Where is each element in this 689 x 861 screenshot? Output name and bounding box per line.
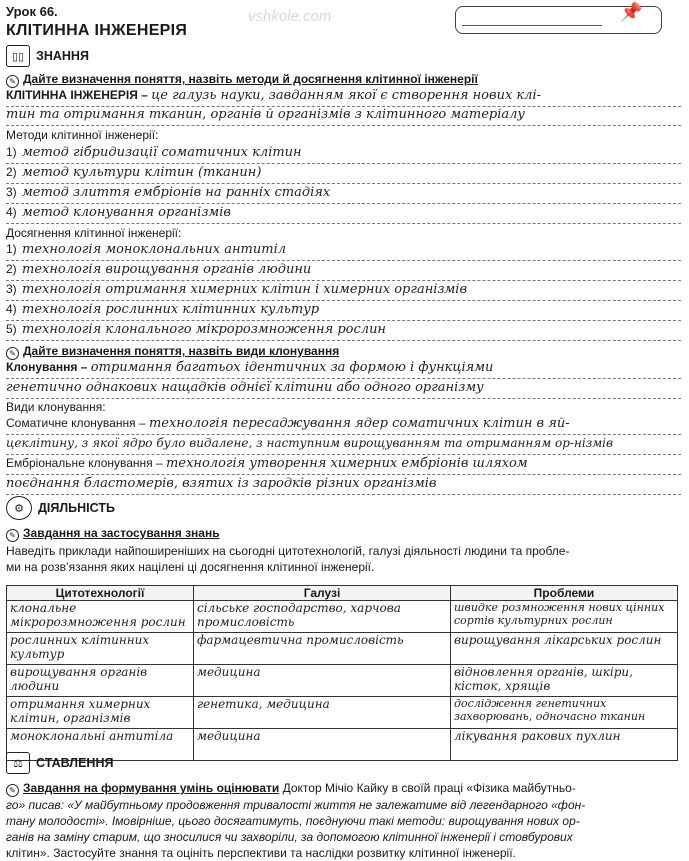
method-text: метод злиття ембріонів на ранніх стадіях [22, 185, 331, 200]
cloning-text-2: генетично однакових нащадків однієї клітини або одного організму [6, 380, 484, 395]
table-row [7, 633, 678, 665]
somatic-term: Соматичне клонування – [6, 416, 146, 430]
evaluation-line-4: ганів на заміну старим, що зносилися чи захворіли, за допомогою клітинної інженерії і стовбурових [6, 830, 573, 844]
achievement-item [6, 322, 681, 341]
methods-label: Методи клітинної інженерії: [6, 128, 159, 142]
achievement-text: технологія отримання химерних клітин і химерних організмів [22, 282, 468, 297]
table-header-row [7, 586, 678, 601]
task-marker-icon: ✎ [6, 347, 19, 360]
page-title: КЛІТИННА ІНЖЕНЕРІЯ [6, 22, 188, 39]
watermark: vshkole.com [248, 8, 332, 25]
table-row [7, 601, 678, 633]
achievement-item [6, 282, 681, 301]
intro-line-1: Наведіть приклади найпоширеніших на сьогодні цитотехнологій, галузі діяльності людини та пробле- [6, 544, 570, 558]
name-field-line [462, 25, 602, 26]
table-cell: дослідження генетичних захворювань, одночасно тканин [451, 697, 678, 729]
table-cell: моноклональні антитіла [7, 729, 194, 761]
evaluation-text: Доктор Мічіо Кайку в своїй праці «Фізика майбутньо- [279, 781, 576, 795]
somatic-text-2: цеклітину, з якої ядро було видалене, з наступним вирощуванням та отриманням ор-нізмів [6, 436, 614, 450]
task-title: Дайте визначення поняття, назвіть види клонування [23, 344, 340, 358]
embryo-term: Ембріональне клонування – [6, 456, 163, 470]
somatic-line-2 [6, 436, 681, 455]
cloning-text-1: отримання багатьох ідентичних за формою і функціями [90, 360, 494, 375]
method-item [6, 165, 681, 184]
achievement-item [6, 302, 681, 321]
section-label: СТАВЛЕННЯ [36, 756, 114, 770]
table-row [7, 665, 678, 697]
item-number: 3) [6, 282, 17, 296]
table-cell: відновлення органів, шкіри, кісток, хрящів [451, 665, 678, 697]
definition-line-2 [6, 107, 681, 126]
item-number: 4) [6, 302, 17, 316]
embryo-line-2 [6, 476, 681, 495]
item-number: 5) [6, 322, 17, 336]
method-item [6, 205, 681, 224]
item-number: 4) [6, 205, 17, 219]
table-cell: рослинних клітинних культур [7, 633, 194, 665]
section-label: ЗНАННЯ [36, 49, 89, 63]
scales-icon: ⚖ [6, 752, 30, 774]
column-header: Проблеми [451, 586, 678, 601]
cloning-term: Клонування – [6, 360, 88, 374]
item-number: 3) [6, 185, 17, 199]
task-marker-icon: ✎ [6, 529, 19, 542]
table-cell: швидке розмноження нових цінних сортів культурних рослин [451, 601, 678, 633]
book-icon: ▯▯ [6, 45, 30, 67]
achievement-text: технологія клонального мікророзмноження рослин [22, 322, 386, 337]
section-znannia [6, 45, 89, 67]
method-item [6, 145, 681, 164]
table-cell: медицина [194, 665, 451, 697]
achievement-text: технологія моноклональних антитіл [22, 242, 287, 257]
evaluation-task-text [6, 780, 684, 861]
item-number: 1) [6, 242, 17, 256]
section-stavlennia [6, 752, 113, 774]
method-text: метод гібридизації соматичних клітин [22, 145, 302, 160]
evaluation-line-3: тану молодості». Імовірніше, цього досягатимуть, поєднуючи такі методи: вирощування нових ор- [6, 814, 580, 828]
item-number: 1) [6, 145, 17, 159]
definition-line-1 [6, 88, 681, 107]
embryo-text-1: технологія утворення химерних ембріонів шляхом [166, 456, 528, 471]
table-cell: отримання химерних клітин, організмів [7, 697, 194, 729]
gear-icon: ⚙ [6, 496, 32, 520]
method-text: метод клонування організмів [22, 205, 231, 220]
table-cell: генетика, медицина [194, 697, 451, 729]
item-number: 2) [6, 262, 17, 276]
definition-text-1: це галузь науки, завданням якої є створення нових клі- [151, 88, 541, 103]
definition-term: КЛІТИННА ІНЖЕНЕРІЯ – [6, 88, 148, 102]
table-cell: фармацевтична промисловість [194, 633, 451, 665]
task-title: Завдання на застосування знань [23, 526, 220, 540]
task-definition [6, 72, 478, 88]
intro-line-2: ми на розв’язання яких націлені ці досягнення клітинної інженерії. [6, 560, 375, 574]
table-cell: лікування ракових пухлин [451, 729, 678, 761]
pin-icon: 📌 [620, 2, 643, 22]
section-diyalnist [6, 496, 115, 520]
method-item [6, 185, 681, 204]
table-row [7, 697, 678, 729]
section-label: ДІЯЛЬНІСТЬ [38, 501, 115, 515]
table-cell: клональне мікророзмноження рослин [7, 601, 194, 633]
embryo-line-1 [6, 456, 681, 475]
evaluation-line-5: клітин». Застосуйте знання та оцініть перспективи та наслідки розвитку клітинної інженерії. [6, 846, 516, 860]
definition-text-2: тин та отримання тканин, органів й організмів з клітинного матеріалу [6, 107, 525, 122]
achievement-item [6, 242, 681, 261]
task-cloning [6, 344, 339, 360]
embryo-text-2: поєднання бластомерів, взятих із зародків різних організмів [6, 476, 437, 491]
somatic-line-1 [6, 416, 681, 435]
achievement-text: технологія рослинних клітинних культур [22, 302, 320, 317]
achievement-text: технологія вирощування органів людини [22, 262, 312, 277]
table-cell: медицина [194, 729, 451, 761]
table-cell: вирощування органів людини [7, 665, 194, 697]
cloning-line-2 [6, 380, 681, 399]
cytotechnology-table [6, 585, 678, 761]
column-header: Галузі [194, 586, 451, 601]
evaluation-line-2: го» писав: «У майбутньому продовження тривалості життя не залежатиме від легендарного «фон- [6, 798, 586, 812]
task-title: Завдання на формування умінь оцінювати [23, 781, 280, 795]
task-application [6, 526, 220, 542]
achievements-label: Досягнення клітинної інженерії: [6, 226, 182, 240]
task-marker-icon: ✎ [6, 784, 19, 797]
evaluation-line-1 [6, 780, 684, 797]
task-marker-icon: ✎ [6, 75, 19, 88]
table-cell: сільське господарство, харчова промисловість [194, 601, 451, 633]
item-number: 2) [6, 165, 17, 179]
cloning-line-1 [6, 360, 681, 379]
somatic-text-1: технологія пересаджування ядер соматичних клітин в яй- [148, 416, 570, 431]
table-cell: вирощування лікарських рослин [451, 633, 678, 665]
task-title: Дайте визначення поняття, назвіть методи й досягнення клітинної інженерії [23, 72, 478, 86]
kinds-label: Види клонування: [6, 400, 106, 414]
achievement-item [6, 262, 681, 281]
column-header: Цитотехнології [7, 586, 194, 601]
application-intro [6, 543, 682, 575]
lesson-number: Урок 66. [6, 4, 58, 19]
method-text: метод культури клітин (тканин) [22, 165, 262, 180]
